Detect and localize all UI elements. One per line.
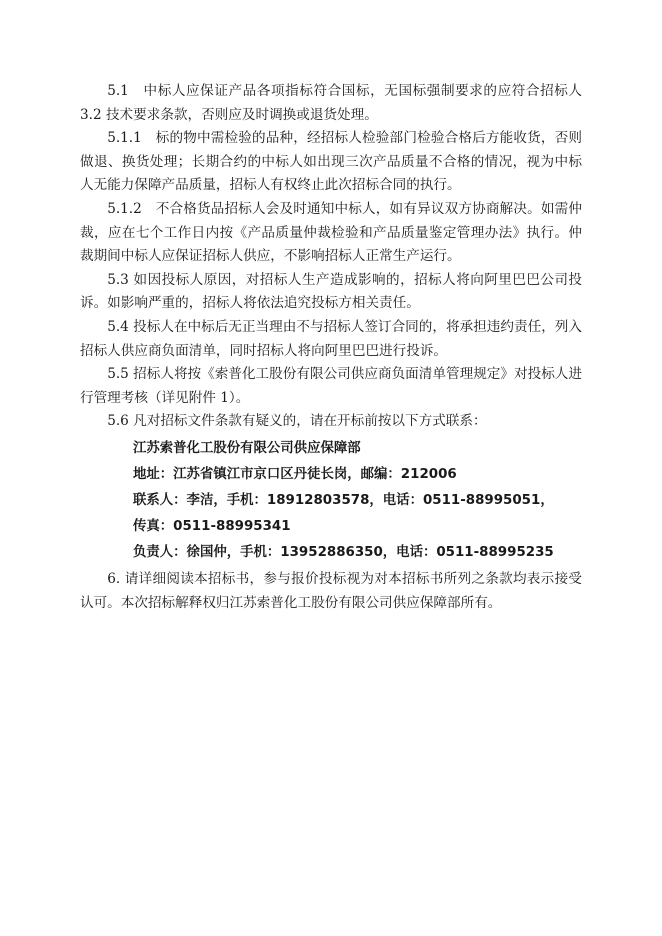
clause-5-1: 5.1 中标人应保证产品各项指标符合国标，无国标强制要求的应符合招标人 3.2 技术要求条款，否则应及时调换或退货处理。	[80, 83, 582, 123]
clause-5-4: 5.4 投标人在中标后无正当理由不与招标人签订合同的，将承担违约责任，列入招标人供应商负面清单，同时招标人将向阿里巴巴进行投诉。	[80, 318, 582, 359]
clause-6: 6. 请详细阅读本招标书，参与报价投标视为对本招标书所列之条款均表示接受认可。本次招标解释权归江苏索普化工股份有限公司供应保障部所有。	[80, 570, 582, 611]
contact-principal: 负责人：徐国仲，手机：13952886350，电话：0511-88995235	[133, 544, 554, 560]
clause-5-1-2: 5.1.2 不合格货品招标人会及时通知中标人，如有异议双方协商解决。如需仲裁，应在七个工作日内按《产品质量仲裁检验和产品质量鉴定管理办法》执行。仲裁期间中标人应保证招标人供应，不影响招标人正常生产运行。	[80, 200, 582, 265]
contact-fax: 传真：0511-88995341	[133, 518, 291, 534]
clause-5-1-1: 5.1.1 标的物中需检验的品种，经招标人检验部门检验合格后方能收货，否则做退、换货处理；长期合约的中标人如出现三次产品质量不合格的情况，视为中标人无能力保障产品质量，招标人有权终止此次招标合同的执行。	[80, 130, 582, 194]
clause-5-6: 5.6 凡对招标文件条款有疑义的，请在开标前按以下方式联系：	[107, 413, 487, 430]
document-page	[80, 80, 582, 615]
clause-5-5: 5.5 招标人将按《索普化工股份有限公司供应商负面清单管理规定》对投标人进行管理考核（详见附件 1）。	[80, 366, 582, 406]
contact-person: 联系人：李洁，手机：18912803578，电话：0511-88995051，	[133, 492, 554, 508]
contact-address: 地址：江苏省镇江市京口区丹徒长岗，邮编：212006	[133, 466, 457, 482]
clause-5-3: 5.3 如因投标人原因，对招标人生产造成影响的，招标人将向阿里巴巴公司投诉。如影响严重的，招标人将依法追究投标方相关责任。	[80, 271, 582, 312]
contact-block	[80, 436, 582, 566]
contact-company: 江苏索普化工股份有限公司供应保障部	[133, 440, 361, 456]
